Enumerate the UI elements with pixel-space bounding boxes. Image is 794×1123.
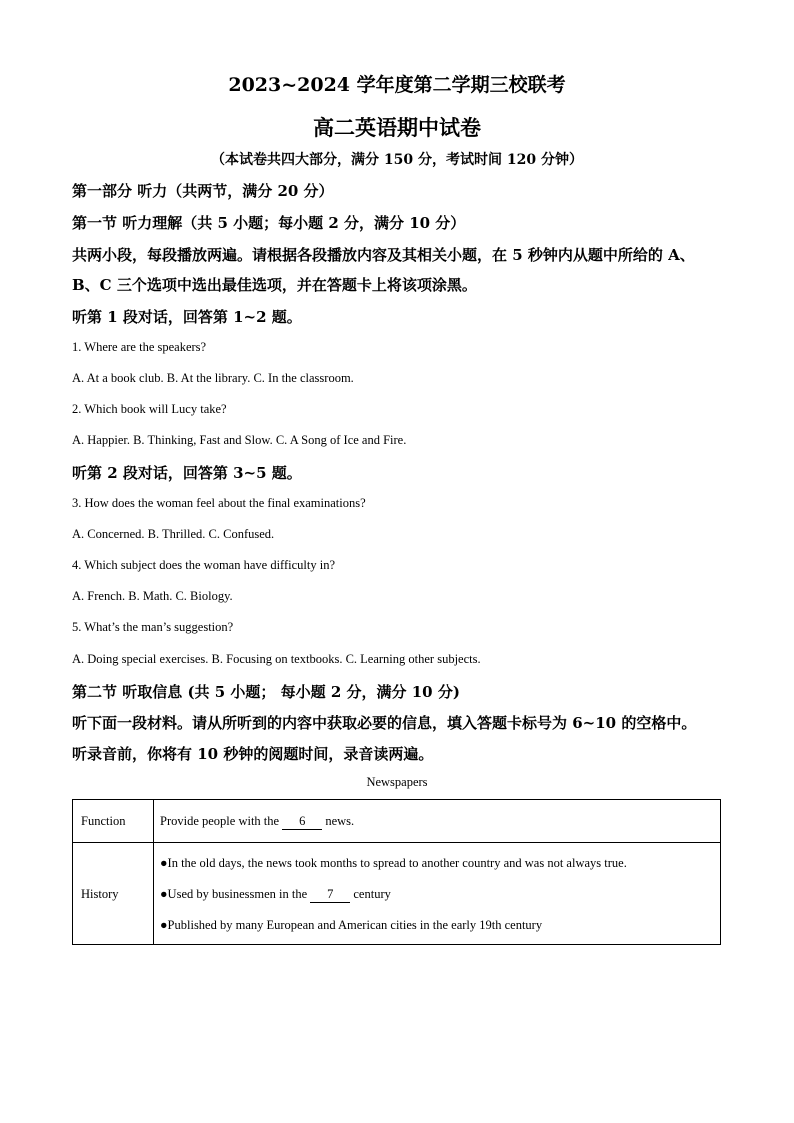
blank-6: 6 — [282, 814, 322, 830]
blank-7: 7 — [310, 887, 350, 903]
question-2: 2. Which book will Lucy take? — [72, 402, 227, 416]
table-column-divider — [153, 800, 154, 944]
section1-instructions-line1: 共两小段，每段播放两遍。请根据各段播放内容及其相关小题，在 5 秒钟内从题中所给的 A、 — [72, 246, 695, 264]
section1-instructions-line2: B、C 三个选项中选出最佳选项，并在答题卡上将该项涂黑。 — [72, 276, 477, 294]
history-bullet-3: ●Published by many European and American cities in the early 19th century — [160, 918, 543, 932]
section1-heading: 第一节 听力理解（共 5 小题；每小题 2 分，满分 10 分） — [72, 214, 466, 232]
part1-heading: 第一部分 听力（共两节，满分 20 分） — [72, 182, 334, 200]
question-4-options: A. French. B. Math. C. Biology. — [72, 589, 233, 603]
question-3: 3. How does the woman feel about the final examinations? — [72, 496, 366, 510]
table-row-divider — [73, 842, 720, 843]
dialogue1-heading: 听第 1 段对话，回答第 1~2 题。 — [72, 308, 302, 326]
question-1-options: A. At a book club. B. At the library. C. In the classroom. — [72, 371, 354, 385]
history-bullet-2-post: century — [353, 887, 391, 901]
history-bullet-2-pre: ●Used by businessmen in the — [160, 887, 308, 901]
dialogue2-heading: 听第 2 段对话，回答第 3~5 题。 — [72, 464, 302, 482]
history-bullet-2 — [160, 887, 391, 903]
exam-subtitle: 高二英语期中试卷 — [313, 115, 481, 140]
question-2-options: A. Happier. B. Thinking, Fast and Slow. C. A Song of Ice and Fire. — [72, 433, 407, 447]
section2-heading: 第二节 听取信息 (共 5 小题； 每小题 2 分，满分 10 分) — [72, 683, 460, 701]
question-5-options: A. Doing special exercises. B. Focusing on textbooks. C. Learning other subjects. — [72, 652, 481, 666]
row-function-label: Function — [81, 814, 126, 828]
newspapers-table — [72, 799, 721, 945]
row-function-content — [160, 814, 354, 830]
question-5: 5. What’s the man’s suggestion? — [72, 620, 234, 634]
table-caption: Newspapers — [366, 775, 428, 789]
row-function-text-post: news. — [325, 814, 355, 828]
question-1: 1. Where are the speakers? — [72, 340, 207, 354]
row-history-label: History — [81, 887, 119, 901]
section2-instructions-line1: 听下面一段材料。请从所听到的内容中获取必要的信息，填入答题卡标号为 6~10 的空格中。 — [72, 714, 697, 732]
history-bullet-1: ●In the old days, the news took months to spread to another country and was not always true. — [160, 856, 627, 870]
exam-note: （本试卷共四大部分，满分 150 分，考试时间 120 分钟） — [211, 152, 583, 168]
section2-instructions-line2: 听录音前，你将有 10 秒钟的阅题时间，录音读两遍。 — [72, 745, 434, 763]
question-3-options: A. Concerned. B. Thrilled. C. Confused. — [72, 527, 275, 541]
exam-title: 2023~2024 学年度第二学期三校联考 — [228, 74, 566, 96]
row-function-text-pre: Provide people with the — [160, 814, 280, 828]
question-4: 4. Which subject does the woman have difficulty in? — [72, 558, 336, 572]
